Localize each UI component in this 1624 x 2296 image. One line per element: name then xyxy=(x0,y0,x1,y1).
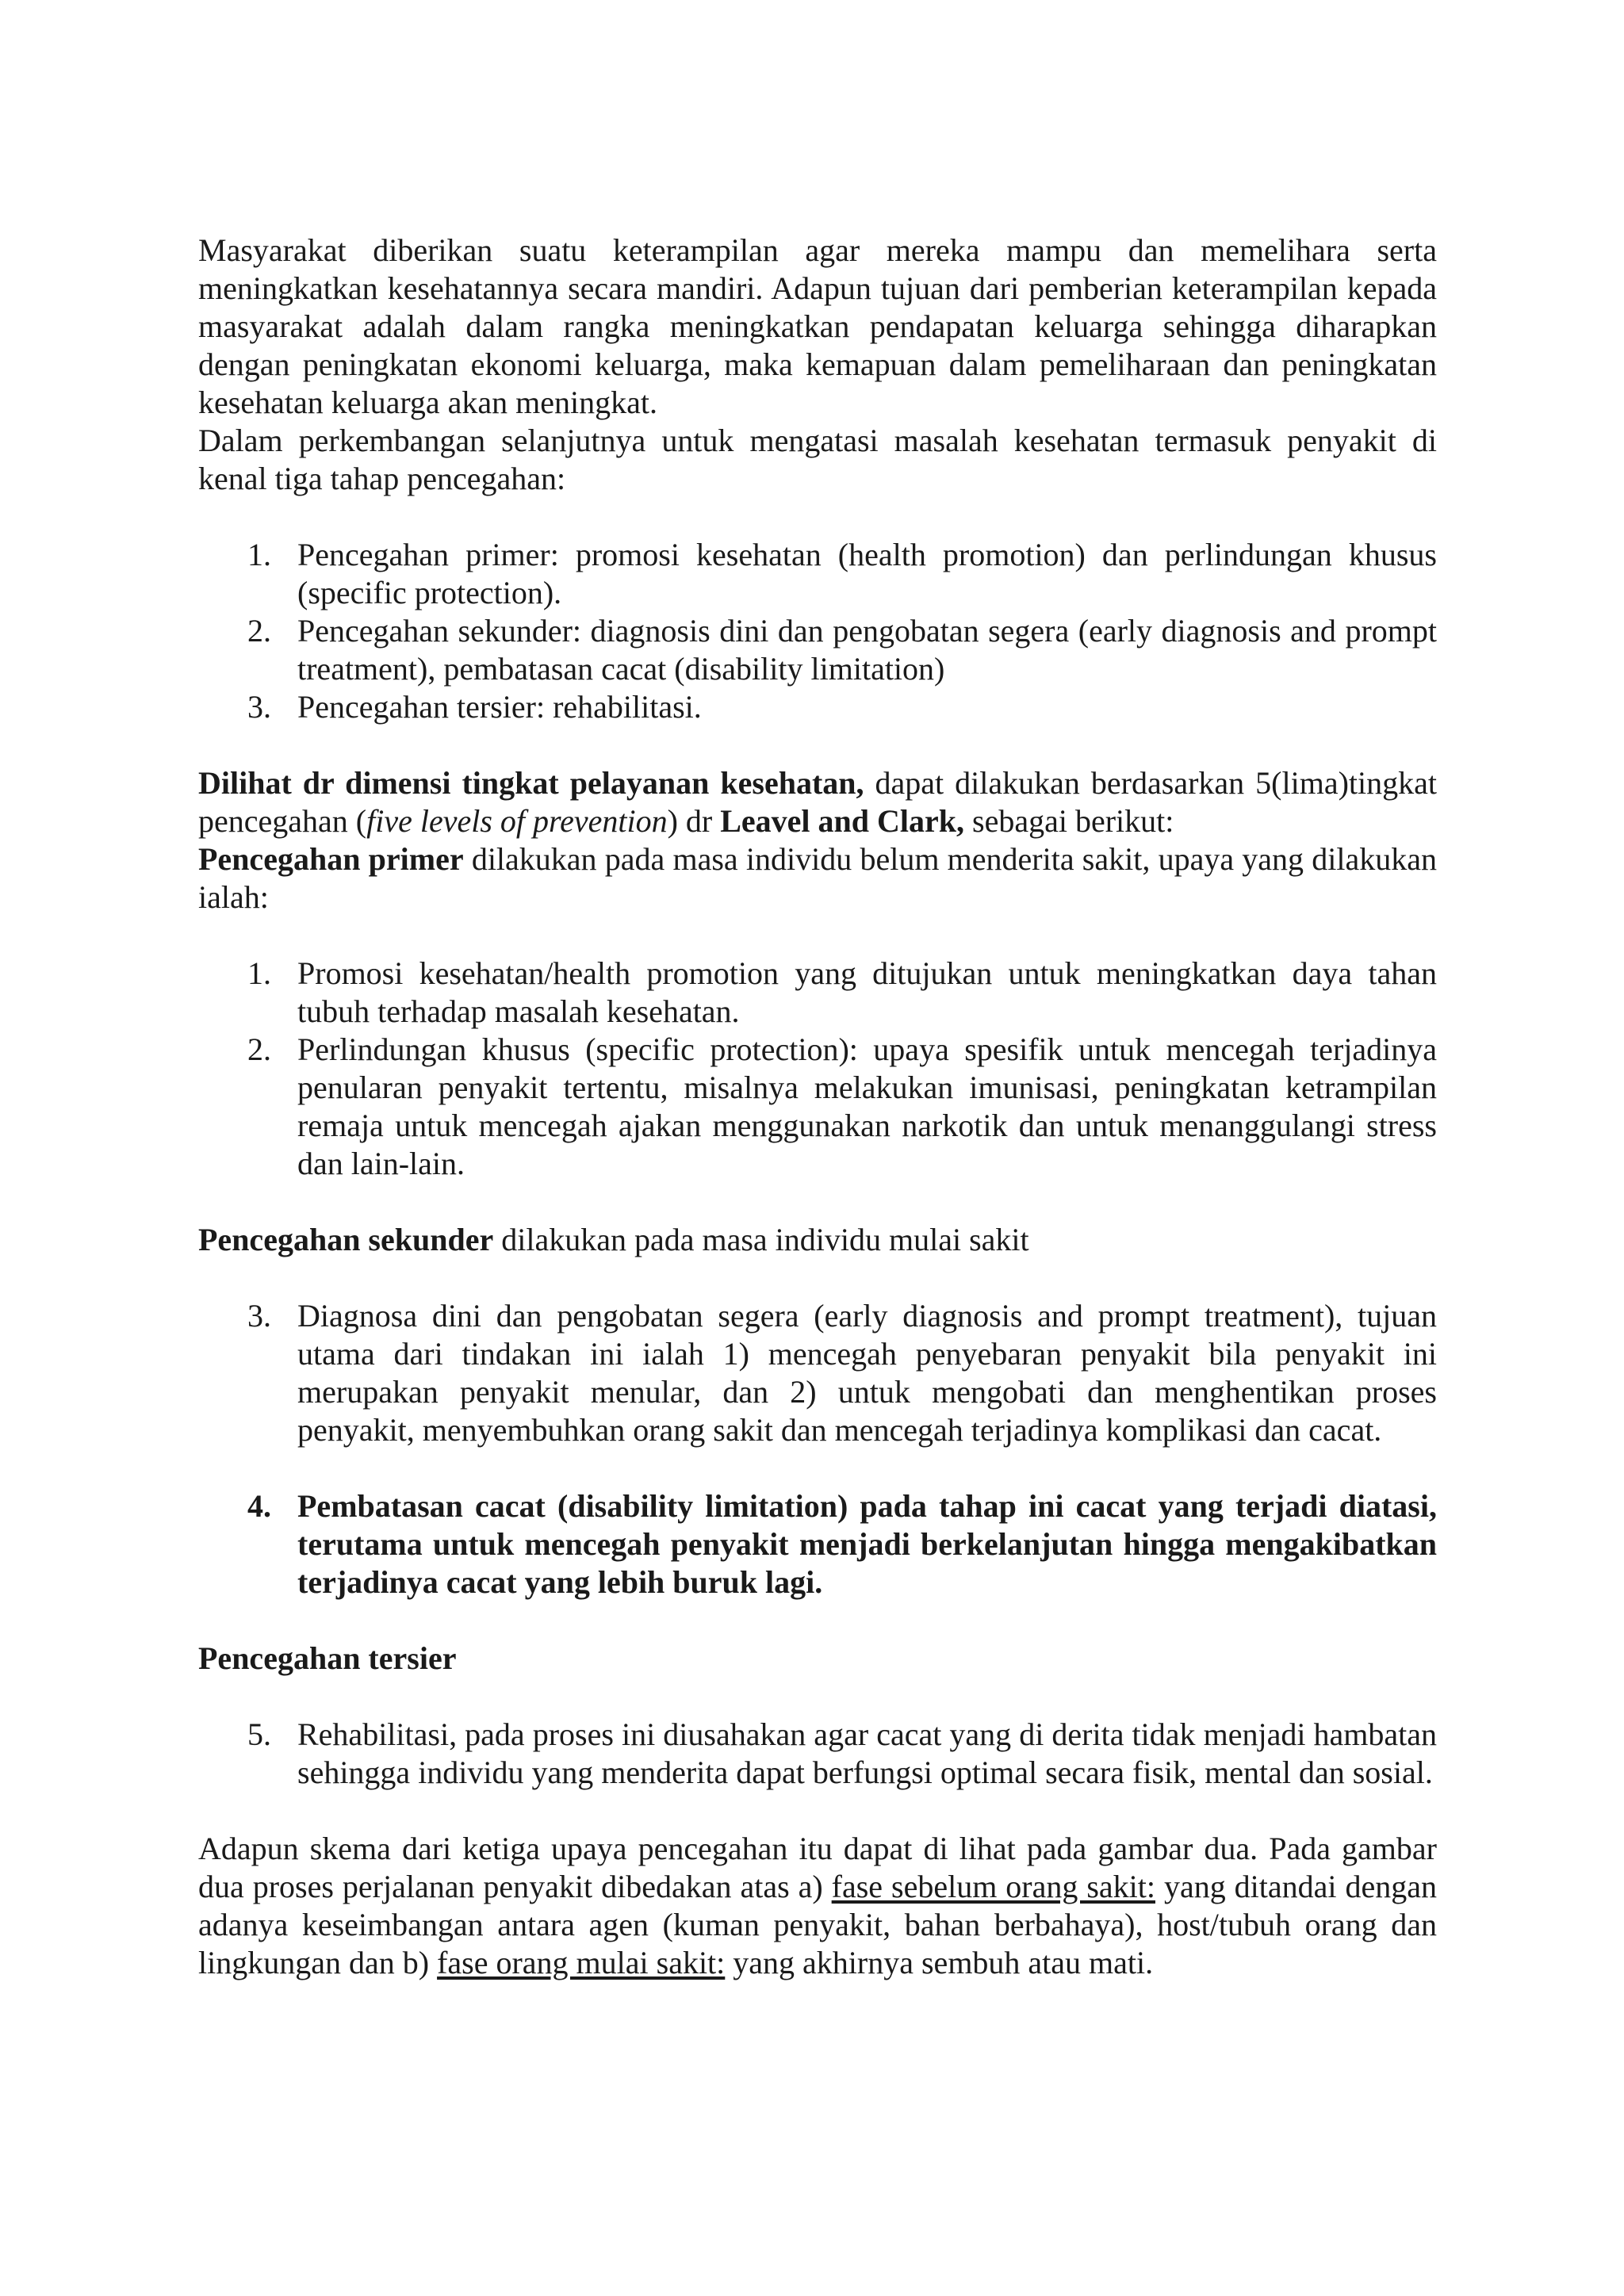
list-number: 1. xyxy=(247,537,271,572)
levels-of-prevention-paragraph xyxy=(198,764,1437,840)
list-number: 3. xyxy=(247,1298,271,1334)
author-names: Leavel and Clark, xyxy=(720,803,965,839)
list-item xyxy=(198,1297,1437,1449)
list-number: 5. xyxy=(247,1716,271,1752)
document-page xyxy=(198,232,1437,1982)
text-run: dilakukan pada masa individu belum menderita sakit, upaya yang dilakukan ialah: xyxy=(198,841,1437,915)
list-item xyxy=(198,612,1437,688)
prevention-stages-intro: Dalam perkembangan selanjutnya untuk mengatasi masalah kesehatan termasuk penyakit di kenal tiga tahap pencegahan: xyxy=(198,423,1437,496)
underlined-phrase: fase orang mulai sakit: xyxy=(437,1945,726,1980)
text-run: yang ditandai dengan adanya keseimbangan antara agen (kuman penyakit, bahan berbahaya), host/tubuh orang dan lingkungan dan b) xyxy=(198,1869,1437,1980)
text-run: dapat dilakukan berdasarkan 5(lima)tingkat pencegahan ( xyxy=(198,765,1437,839)
secondary-prevention-list xyxy=(198,1297,1437,1601)
text-run: yang akhirnya sembuh atau mati. xyxy=(725,1945,1154,1980)
text-run: sebagai berikut: xyxy=(964,803,1174,839)
list-item xyxy=(198,1487,1437,1601)
tertiary-prevention-list xyxy=(198,1716,1437,1792)
list-item-text: Pencegahan primer: promosi kesehatan (health promotion) dan perlindungan khusus (specific protection). xyxy=(297,537,1437,610)
list-item-text: Diagnosa dini dan pengobatan segera (early diagnosis and prompt treatment), tujuan utama dari tindakan ini ialah 1) mencegah penyebaran penyakit bila penyakit ini merupakan penyakit menular, dan 2) untuk mengobati dan menghentikan proses penyakit, menyembuhkan orang sakit dan mencegah terjadinya komplikasi dan cacat. xyxy=(297,1298,1437,1448)
list-number: 2. xyxy=(247,613,271,649)
list-item-text: Pencegahan tersier: rehabilitasi. xyxy=(297,689,702,725)
bold-phrase: Dilihat dr dimensi tingkat pelayanan kesehatan, xyxy=(198,765,864,801)
section-label-sekunder: Pencegahan sekunder xyxy=(198,1222,494,1257)
prevention-stages-list xyxy=(198,536,1437,726)
list-number: 1. xyxy=(247,955,271,991)
list-item-text: Pencegahan sekunder: diagnosis dini dan pengobatan segera (early diagnosis and prompt treatment), pembatasan cacat (disability limitation) xyxy=(297,613,1437,687)
list-number: 4. xyxy=(247,1488,271,1524)
text-run: Adapun skema dari ketiga upaya pencegahan itu dapat di lihat pada gambar dua. Pada gambar dua proses perjalanan penyakit dibedakan atas a) xyxy=(198,1831,1437,1904)
text-run: ) dr xyxy=(667,803,721,839)
text-run: dilakukan pada masa individu mulai sakit xyxy=(493,1222,1029,1257)
list-item-text: Perlindungan khusus (specific protection): upaya spesifik untuk mencegah terjadinya penularan penyakit tertentu, misalnya melakukan imunisasi, peningkatan ketrampilan remaja untuk mencegah ajakan menggunakan narkotik dan untuk menanggulangi stress dan lain-lain. xyxy=(297,1031,1437,1181)
underlined-phrase: fase sebelum orang sakit: xyxy=(831,1869,1155,1904)
list-item xyxy=(198,1716,1437,1792)
list-item xyxy=(198,955,1437,1031)
secondary-prevention-paragraph xyxy=(198,1221,1437,1259)
list-item xyxy=(198,1031,1437,1183)
primary-prevention-list xyxy=(198,955,1437,1183)
list-item xyxy=(198,688,1437,726)
italic-phrase: five levels of prevention xyxy=(366,803,668,839)
list-item-text: Promosi kesehatan/health promotion yang ditujukan untuk meningkatkan daya tahan tubuh terhadap masalah kesehatan. xyxy=(297,955,1437,1029)
section-label-primer: Pencegahan primer xyxy=(198,841,464,877)
list-number: 2. xyxy=(247,1031,271,1067)
intro-paragraph: Masyarakat diberikan suatu keterampilan agar mereka mampu dan memelihara serta meningkatkan kesehatannya secara mandiri. Adapun tujuan dari pemberian keterampilan kepada masyarakat adalah dalam rangka meningkatkan pendapatan keluarga sehingga diharapkan dengan peningkatan ekonomi keluarga, maka kemapuan dalam pemeliharaan dan peningkatan kesehatan keluarga akan meningkat. xyxy=(198,232,1437,420)
list-number: 3. xyxy=(247,689,271,725)
list-item-text: Rehabilitasi, pada proses ini diusahakan agar cacat yang di derita tidak menjadi hambatan sehingga individu yang menderita dapat berfungsi optimal secara fisik, mental dan sosial. xyxy=(297,1716,1437,1790)
scheme-paragraph xyxy=(198,1830,1437,1982)
list-item-text: Pembatasan cacat (disability limitation) pada tahap ini cacat yang terjadi diatasi, terutama untuk mencegah penyakit menjadi berkelanjutan hingga mengakibatkan terjadinya cacat yang lebih buruk lagi. xyxy=(297,1488,1437,1600)
tertiary-prevention-heading: Pencegahan tersier xyxy=(198,1640,457,1676)
primary-prevention-paragraph xyxy=(198,840,1437,916)
list-item xyxy=(198,536,1437,612)
